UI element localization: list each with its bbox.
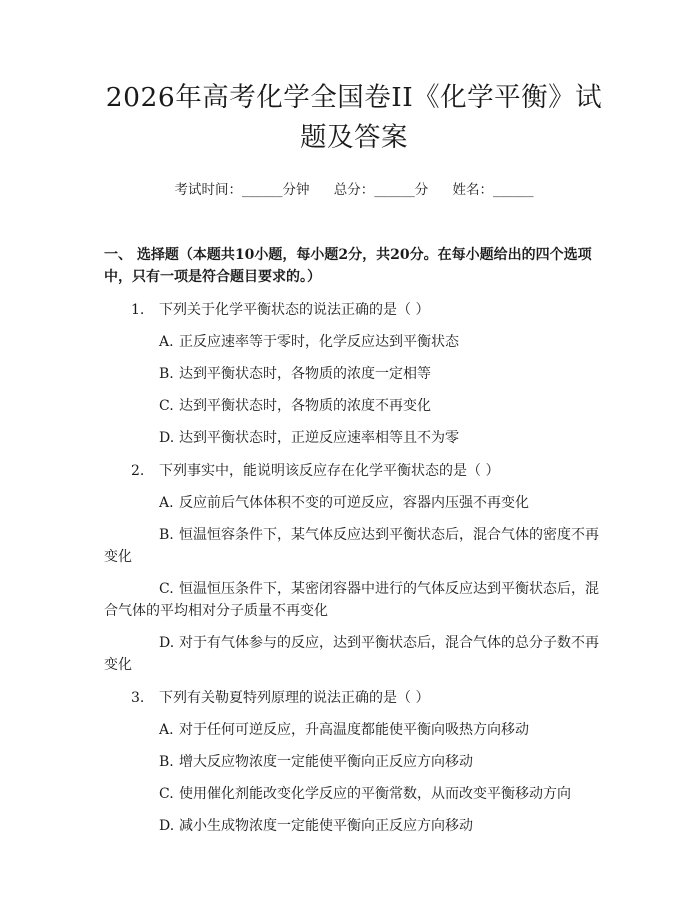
option-label: C. xyxy=(159,398,174,414)
option-label: C. xyxy=(159,786,174,802)
option-1a xyxy=(104,331,604,353)
question-number: 3. xyxy=(131,690,145,706)
exam-score: 总分：______分 xyxy=(333,182,429,198)
option-text: 达到平衡状态时，各物质的浓度一定相等 xyxy=(179,366,431,382)
option-2a xyxy=(104,492,604,514)
exam-meta xyxy=(104,180,604,200)
option-label: B. xyxy=(159,527,174,543)
option-text: 恒温恒容条件下，某气体反应达到平衡状态后，混合气体的密度不再变化 xyxy=(104,527,599,565)
option-text: 对于任何可逆反应，升高温度都能使平衡向吸热方向移动 xyxy=(179,722,529,738)
option-1c xyxy=(104,395,604,417)
option-label: A. xyxy=(159,722,174,738)
option-label: A. xyxy=(159,334,174,350)
option-label: D. xyxy=(159,818,175,834)
option-text: 减小生成物浓度一定能使平衡向正反应方向移动 xyxy=(179,818,473,834)
exam-title: 2026年高考化学全国卷II《化学平衡》试题及答案 xyxy=(105,82,603,153)
option-label: B. xyxy=(159,366,174,382)
question-number: 1. xyxy=(131,302,145,318)
option-text: 恒温恒压条件下，某密闭容器中进行的气体反应达到平衡状态后，混合气体的平均相对分子质量不再变化 xyxy=(104,581,599,619)
option-text: 使用催化剂能改变化学反应的平衡常数，从而改变平衡移动方向 xyxy=(179,786,571,802)
option-label: D. xyxy=(159,635,175,651)
option-text: 对于有气体参与的反应，达到平衡状态后，混合气体的总分子数不再变化 xyxy=(104,635,599,673)
question-number: 2. xyxy=(131,463,145,479)
option-3d xyxy=(104,815,604,837)
option-3b xyxy=(104,751,604,773)
option-label: D. xyxy=(159,430,175,446)
exam-name: 姓名：______ xyxy=(452,182,534,198)
option-label: C. xyxy=(159,581,174,597)
option-3c xyxy=(104,783,604,805)
question-2 xyxy=(104,460,604,482)
option-1d xyxy=(104,427,604,449)
section-heading: 一、 选择题（本题共10小题，每小题2分，共20分。在每小题给出的四个选项中，只有一项是符合题目要求的。） xyxy=(104,247,592,285)
option-text: 反应前后气体体积不变的可逆反应，容器内压强不再变化 xyxy=(179,495,529,511)
question-1 xyxy=(104,299,604,321)
option-1b xyxy=(104,363,604,385)
question-stem: 下列事实中，能说明该反应存在化学平衡状态的是（ ） xyxy=(159,463,500,479)
question-3 xyxy=(104,687,604,709)
option-label: A. xyxy=(159,495,174,511)
question-stem: 下列关于化学平衡状态的说法正确的是（ ） xyxy=(159,302,430,318)
option-text: 正反应速率等于零时，化学反应达到平衡状态 xyxy=(179,334,459,350)
option-text: 达到平衡状态时，正逆反应速率相等且不为零 xyxy=(179,430,459,446)
option-text: 达到平衡状态时，各物质的浓度不再变化 xyxy=(179,398,431,414)
exam-time: 考试时间：______分钟 xyxy=(174,182,310,198)
option-3a xyxy=(104,719,604,741)
option-text: 增大反应物浓度一定能使平衡向正反应方向移动 xyxy=(179,754,473,770)
option-label: B. xyxy=(159,754,174,770)
option-2c xyxy=(104,578,604,622)
option-2d xyxy=(104,632,604,676)
option-2b xyxy=(104,524,604,568)
question-stem: 下列有关勒夏特列原理的说法正确的是（ ） xyxy=(159,690,430,706)
